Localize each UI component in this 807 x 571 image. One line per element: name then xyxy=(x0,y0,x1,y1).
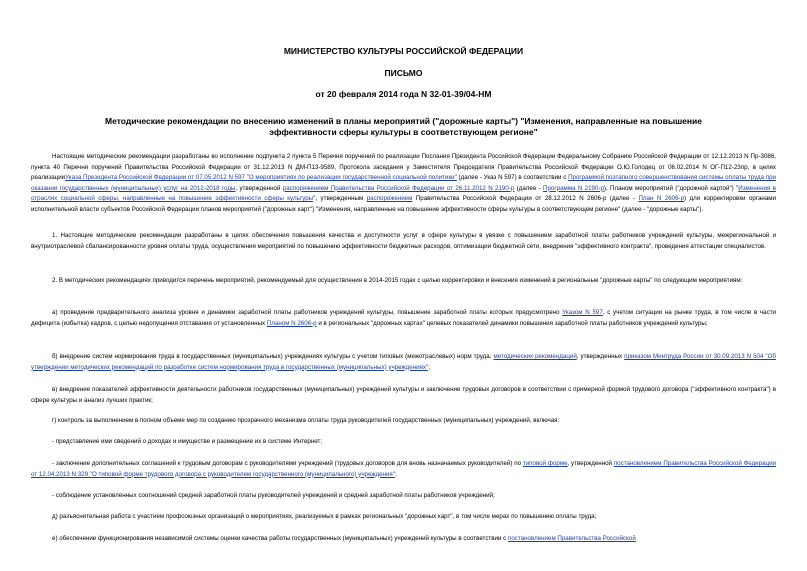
paragraph-text: г) контроль за выполнением в полном объеме мер по созданию прозрачного механизма оплаты труда руководителей государственных (муниципальных) учреждений, включая: xyxy=(52,417,560,424)
paragraph-text: , утвержденной xyxy=(235,184,283,192)
document-link[interactable]: Указа Президента Российской Федерации от 07.05.2012 N 597 "О мероприятиях по реализации государственной социальной политики" xyxy=(65,174,457,182)
paragraph-a xyxy=(31,308,776,329)
paragraph-text: в) внедрение показателей эффективности деятельности работников государственных (муниципальных) учреждений культуры и заключение трудовых договоров в соответствии с примерной формой трудового договора ("эффективного контракта") в сфере культуры и анализ лучших практик; xyxy=(31,386,776,404)
paragraph-text: (далее - xyxy=(514,184,544,192)
document-link[interactable]: типовой форме xyxy=(522,460,568,467)
paragraph-text: ) для корректировки органами исполнительной власти субъектов Российской Федерации планов мероприятий ("дорожных карт") "Изменения, направленные на повышение эффективности сферы культуры в соответствующем регионе" (далее - "дорожные карты"). xyxy=(31,195,776,213)
paragraph-text: , утвержденных xyxy=(576,353,625,360)
paragraph-d xyxy=(31,512,776,523)
document-type: ПИСЬМО xyxy=(384,68,423,78)
paragraph-text: и в региональных "дорожных картах" целевых показателей динамики повышения заработной платы работников учреждений культуры; xyxy=(316,319,708,327)
paragraph-text: ; xyxy=(394,470,397,478)
paragraph-g-item-1 xyxy=(31,437,776,448)
document-link[interactable]: распоряжением Правительства Российской Федерации от 26.11.2012 N 2190-р xyxy=(282,184,515,192)
document-link[interactable]: Программой поэтапного совершенствования системы оплаты труда при оказании государственных (муниципальных) услуг на 2012-2018 годы xyxy=(31,174,777,192)
paragraph-text: а) проведение предварительного анализа уровня и динамики заработной платы работников учреждений культуры, повышение заработной платы которых предусмотрено xyxy=(52,309,563,316)
document-link[interactable]: распоряжением xyxy=(366,195,413,203)
paragraph-g-item-3 xyxy=(31,491,776,502)
document-link[interactable]: Изменения в отраслях социальной сферы, направленные на повышение эффективности сферы культуры xyxy=(31,184,776,203)
document-link[interactable]: Планом N 2606-р xyxy=(266,319,317,327)
paragraph-text: (далее - Указ N 597) в соответствии с xyxy=(456,174,569,182)
paragraph-text: , с учетом ситуации на рынке труда, в том числе в части дефицита (избытка) кадров, с целью недопущения отставания от установленных xyxy=(31,309,777,327)
paragraph-text: - представление ими сведений о доходах и имуществе и размещение их в системе Интернет; xyxy=(52,438,323,445)
paragraph-v xyxy=(31,385,776,406)
paragraph-text: - соблюдение установленных соотношений средней заработной платы руководителей учреждений и средней заработной платы работников учреждений; xyxy=(52,492,495,499)
document-link[interactable]: постановлением Правительства Российской Федерации от 12.04.2013 N 329 "О типовой форме трудового договора с руководителем государственного (муниципального) учреждения" xyxy=(31,460,776,478)
paragraph-text: Настоящие методические рекомендации разработаны во исполнение подпункта 2 пункта 5 Перечня поручений по реализации Послания Президента Российской Федерации Федеральному Собранию Российской Федерации от 12.12.2013 N Пр-3086, пункта 40 Перечня поручений Правительства Российской Федерации от 31.12.2013 N ДМ-П13-9589, Протокола заседания у Заместителя Председателя Правительства Российской Федерации О.Ю.Голодец от 06.02.2014 N ОГ-П12-23пр, в целях реализации xyxy=(31,153,776,182)
document-link[interactable]: приказом Минтруда России от 30.09.2013 N 504 "Об утверждении методических рекомендаций по разработке систем нормирования труда в государственных (муниципальных) учреждениях" xyxy=(31,353,776,371)
document-link[interactable]: постановлением Правительства Российской xyxy=(507,535,636,542)
paragraph-g-item-2 xyxy=(31,459,776,480)
paragraph-1 xyxy=(31,231,776,252)
paragraph-text: ; xyxy=(428,363,430,371)
paragraph-text: д) разъяснительная работа с участием профсоюзных организаций о мероприятиях, реализуемых в рамках региональных "дорожных карт", в том числе мерах по повышению оплаты труда; xyxy=(52,513,597,520)
paragraph-text: - заключение дополнительных соглашений к трудовым договорам с руководителями учреждений (трудовых договоров для вновь назначаемых руководителей) по xyxy=(52,460,523,467)
paragraph-text: 1. Настоящие методические рекомендации разработаны в целях обеспечения повышения качества и доступности услуг в сфере культуры в увязке с повышением заработной платы работников учреждений культуры, межрегиональной и внутриотраслевой сбалансированности уровня оплаты труда, осуществления мероприятий по повышению эффективности бюджетных расходов, оптимизации бюджетной сети, внедрения "эффективного контракта", проведения аттестации специалистов. xyxy=(31,232,776,250)
paragraph-2 xyxy=(31,276,776,287)
paragraph-g xyxy=(31,416,776,427)
paragraph-text: б) внедрение систем нормирования труда в государственных (муниципальных) учреждениях культуры с учетом типовых (межотраслевых) норм труда, xyxy=(52,353,494,360)
paragraph-intro xyxy=(31,152,776,216)
document-title: Методические рекомендации по внесению изменений в планы мероприятий ("дорожные карты") "Изменения, направленные на повышение эффективности сферы культуры в соответствующем регионе" xyxy=(105,116,702,137)
ministry-heading: МИНИСТЕРСТВО КУЛЬТУРЫ РОССИЙСКОЙ ФЕДЕРАЦИИ xyxy=(283,46,524,56)
document-link[interactable]: План N 2606-р xyxy=(638,195,685,203)
paragraph-text: , утвержденной xyxy=(567,460,614,467)
paragraph-b xyxy=(31,352,776,373)
document-link[interactable]: Указом N 597 xyxy=(562,309,603,316)
paragraph-e xyxy=(31,534,776,545)
paragraph-text: 2. В методических рекомендациях приводится перечень мероприятий, рекомендуемый для осуществления в 2014-2015 годах с целью корректировки и внесения изменений в региональные "дорожные карты" по следующим мероприятиям: xyxy=(52,277,743,284)
paragraph-text: Правительства Российской Федерации от 28.12.2012 N 2606-р (далее - xyxy=(412,195,639,203)
document-date-number: от 20 февраля 2014 года N 32-01-39/04-НМ xyxy=(315,89,492,99)
paragraph-text: ), Планом мероприятий ("дорожной картой") " xyxy=(603,184,739,192)
paragraph-text: ", утвержденным xyxy=(313,195,367,203)
paragraph-text: е) обеспечение функционирования независимой системы оценки качества работы государственных (муниципальных) учреждений культуры в соответствии с xyxy=(52,535,508,542)
document-link[interactable]: Программа N 2190-р xyxy=(543,184,604,192)
document-link[interactable]: методических рекомендаций xyxy=(493,353,577,360)
